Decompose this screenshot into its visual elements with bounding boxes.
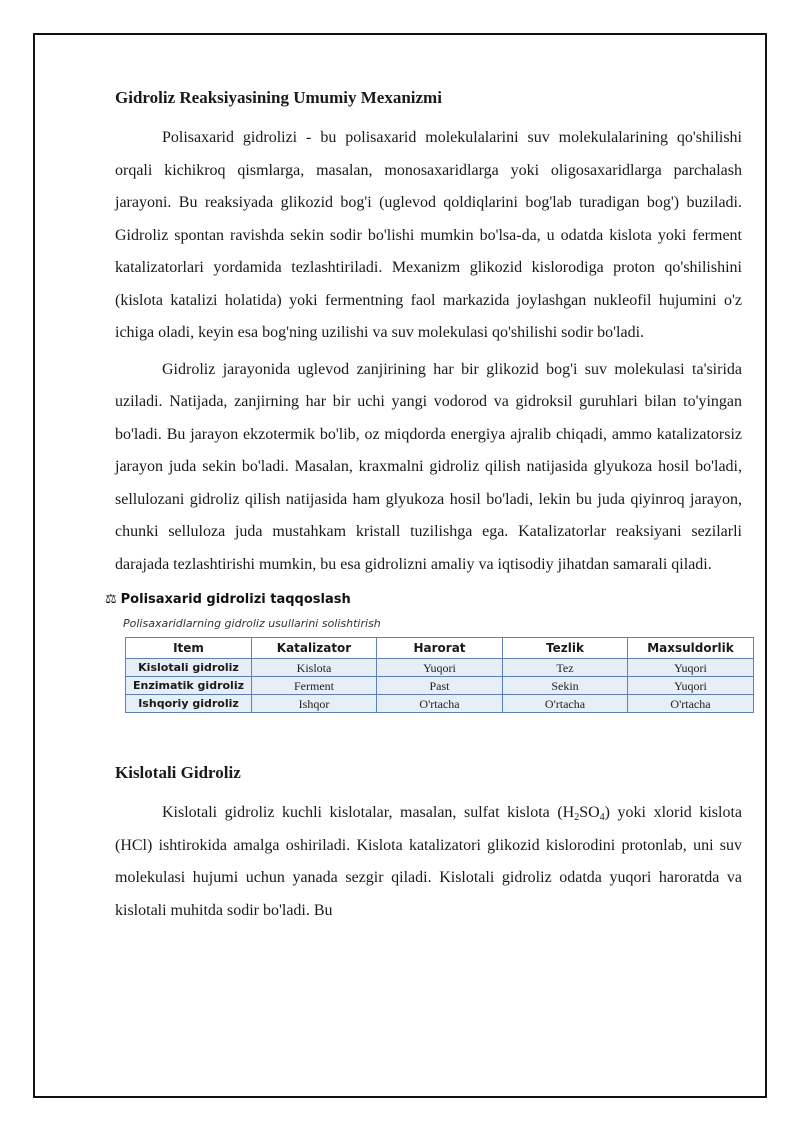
table-cell: O'rtacha <box>628 695 754 713</box>
scale-icon: ⚖ <box>105 592 117 607</box>
column-header: Maxsuldorlik <box>628 638 754 659</box>
table-cell: Yuqori <box>628 659 754 677</box>
column-header: Tezlik <box>503 638 628 659</box>
table-row <box>126 695 754 713</box>
table-cell: Tez <box>503 659 628 677</box>
comparison-table <box>125 637 754 713</box>
paragraph-text: Kislotali gidroliz kuchli kislotalar, masalan, sulfat kislota (H <box>162 804 575 821</box>
comparison-table-block <box>105 591 750 713</box>
table-row <box>126 677 754 695</box>
section-heading-mechanism: Gidroliz Reaksiyasining Umumiy Mexanizmi <box>115 88 442 107</box>
table-cell: Ferment <box>252 677 377 695</box>
section-acid-hydrolysis <box>115 759 742 927</box>
table-cell: Sekin <box>503 677 628 695</box>
section-heading-acid: Kislotali Gidroliz <box>115 763 241 782</box>
subscript: 4 <box>599 812 605 823</box>
table-row <box>126 659 754 677</box>
table-cell: O'rtacha <box>377 695 503 713</box>
table-cell: Kislota <box>252 659 377 677</box>
subscript: 2 <box>574 812 580 823</box>
table-cell: Past <box>377 677 503 695</box>
row-label: Ishqoriy gidroliz <box>126 695 252 713</box>
table-title-text: Polisaxarid gidrolizi taqqoslash <box>120 592 351 607</box>
paragraph: Gidroliz jarayonida uglevod zanjirining har bir glikozid bog'i suv molekulasi ta'sirida uziladi. Natijada, zanjirning har bir uchi yangi vodorod va gidroksil guruhlari bilan to'yingan bo'ladi. Bu jarayon ekzotermik bo'lib, oz miqdorda energiya ajralib chiqadi, ammo katalizatorsiz jarayon juda sekin bo'ladi. Masalan, kraxmalni gidroliz qilish natijasida glyukoza hosil bo'ladi, sellulozani gidroliz qilish natijasida ham glyukoza hosil bo'ladi, lekin bu juda qiyinroq jarayon, chunki selluloza juda mustahkam kristall tuzilishga ega. Katalizatorlar reaksiyani sezilarli darajada tezlashtirishi mumkin, bu esa gidrolizni amaliy va iqtisodiy jihatdan samarali qiladi. <box>115 360 742 573</box>
paragraph <box>115 797 742 927</box>
paragraph: Polisaxarid gidrolizi - bu polisaxarid molekulalarini suv molekulalarining qo'shilishi orqali kichikroq qismlarga, masalan, monosaxaridlarga yoki oligosaxaridlarga parchalash jarayoni. Bu reaksiyada glikozid bog'i (uglevod qoldiqlarini bog'lab turadigan bog') buziladi. Gidroliz spontan ravishda sekin sodir bo'lishi mumkin bo'lsa-da, u odatda kislota yoki ferment katalizatorlari yordamida tezlashtiriladi. Mexanizm glikozid kislorodiga proton qo'shilishini (kislota katalizi holatida) yoki fermentning faol markazida joylashgan nukleofil hujumini o'z ichiga oladi, keyin esa bog'ning uzilishi va suv molekulasi qo'shilishi sodir bo'ladi. <box>115 129 742 341</box>
row-label: Enzimatik gidroliz <box>126 677 252 695</box>
paragraph-text: ) yoki xlorid kislota (HCl) ishtirokida amalga oshiriladi. Kislota katalizatori glikozid kislorodini protonlab, uni suv molekulasi hujumi uchun yanada sezgir qiladi. Kislotali gidroliz odatda yuqori haroratda va kislotali muhitda sodir bo'ladi. Bu <box>115 804 743 919</box>
column-header: Harorat <box>377 638 503 659</box>
column-header: Katalizator <box>252 638 377 659</box>
row-label: Kislotali gidroliz <box>126 659 252 677</box>
paragraph-text: SO <box>579 804 600 821</box>
table-cell: Yuqori <box>628 677 754 695</box>
table-cell: Yuqori <box>377 659 503 677</box>
table-subtitle: Polisaxaridlarning gidroliz usullarini solishtirish <box>123 617 381 630</box>
column-header: Item <box>126 638 252 659</box>
table-cell: Ishqor <box>252 695 377 713</box>
table-header-row <box>126 638 754 659</box>
document-body <box>105 84 743 927</box>
table-cell: O'rtacha <box>503 695 628 713</box>
table-title <box>105 591 750 609</box>
